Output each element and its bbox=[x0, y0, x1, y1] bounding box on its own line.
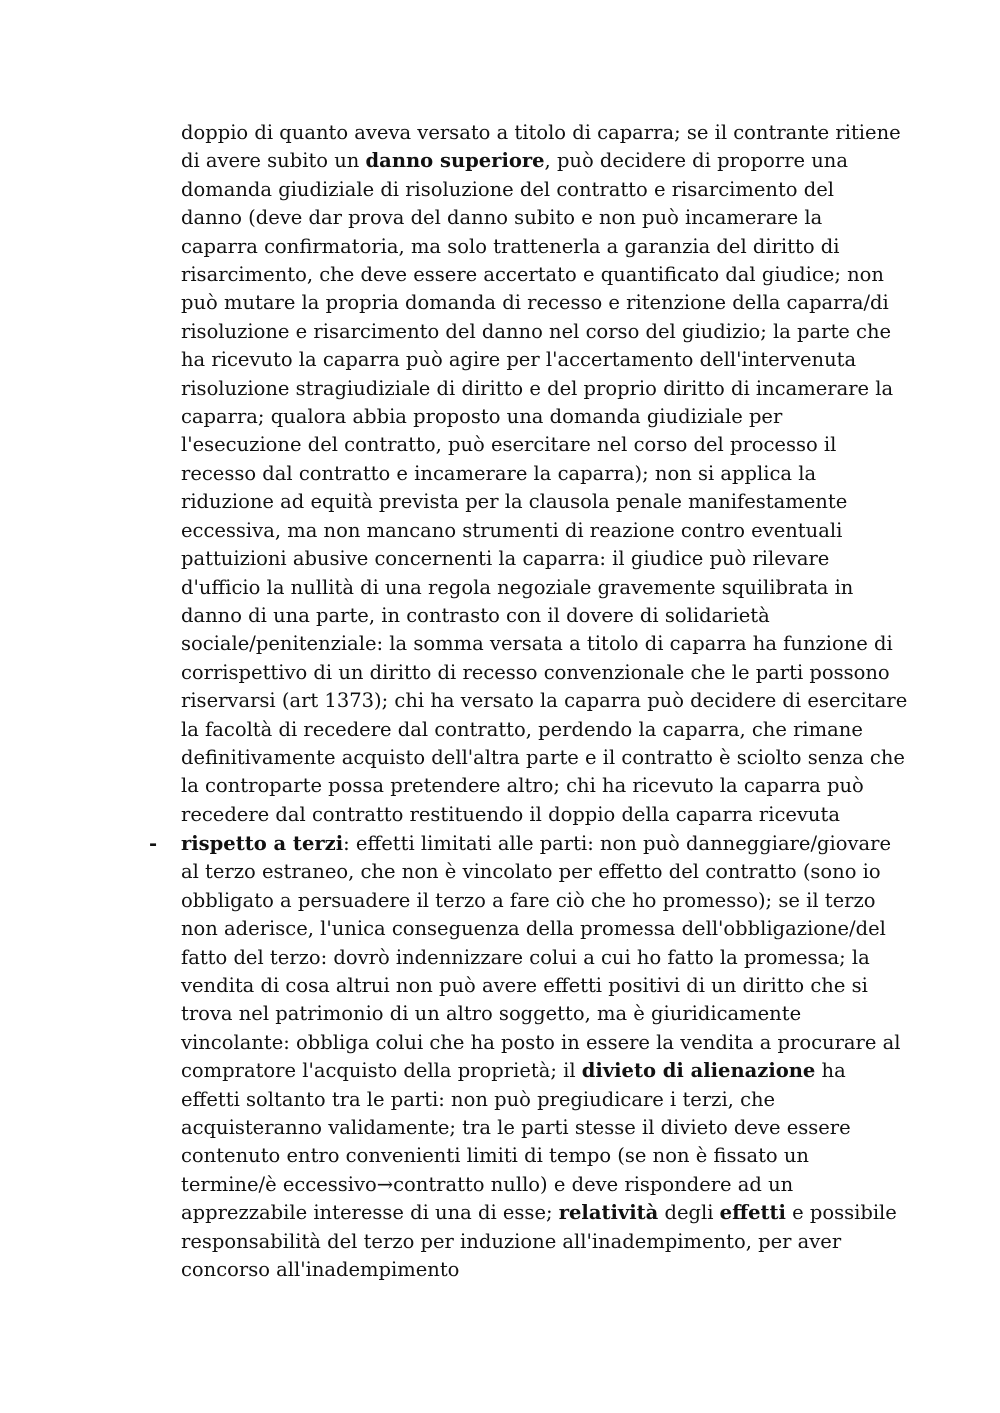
text-line: doppio di quanto aveva versato a titolo di caparra; se il contrante ritiene bbox=[181, 121, 901, 144]
bold-term-divieto-di-alienazione: divieto di alienazione bbox=[581, 1059, 816, 1083]
text-run: : effetti limitati alle parti: non può danneggiare/giovare bbox=[343, 832, 891, 855]
text-line: contenuto entro convenienti limiti di tempo (se non è fissato un bbox=[181, 1144, 809, 1168]
text-line: caparra confirmatoria, ma solo trattenerla a garanzia del diritto di bbox=[181, 234, 840, 258]
text-line: corrispettivo di un diritto di recesso convenzionale che le parti possono bbox=[181, 660, 890, 684]
text-line: risoluzione stragiudiziale di diritto e del proprio diritto di incamerare la bbox=[181, 376, 894, 400]
text-line: obbligato a persuadere il terzo a fare ciò che ho promesso); se il terzo bbox=[181, 888, 876, 912]
bold-term-danno-superiore: danno superiore bbox=[365, 149, 545, 173]
text-line: termine/è eccessivo→contratto nullo) e deve rispondere ad un bbox=[181, 1172, 794, 1196]
text-line: d'ufficio la nullità di una regola negoziale gravemente squilibrata in bbox=[181, 575, 854, 599]
text-run: , può decidere di proporre una bbox=[544, 149, 848, 173]
text-line: danno di una parte, in contrasto con il dovere di solidarietà bbox=[181, 603, 770, 627]
bullet-rispetto-a-terzi bbox=[181, 830, 901, 1285]
paragraph-caparra bbox=[181, 119, 908, 829]
text-line bbox=[181, 1199, 901, 1227]
text-line: riservarsi (art 1373); chi ha versato la caparra può decidere di esercitare bbox=[181, 689, 908, 713]
text-line: concorso all'inadempimento bbox=[181, 1258, 460, 1282]
text-line: risoluzione e risarcimento del danno nel corso del giudizio; la parte che bbox=[181, 319, 892, 343]
text-line: responsabilità del terzo per induzione all'inadempimento, per aver bbox=[181, 1229, 842, 1253]
text-line: definitivamente acquisto dell'altra parte e il contratto è sciolto senza che bbox=[181, 745, 905, 769]
text-run: e possibile bbox=[785, 1201, 897, 1225]
text-line: recesso dal contratto e incamerare la caparra); non si applica la bbox=[181, 461, 817, 485]
text-line: la controparte possa pretendere altro; chi ha ricevuto la caparra può bbox=[181, 774, 864, 798]
text-line: domanda giudiziale di risoluzione del contratto e risarcimento del bbox=[181, 177, 834, 201]
text-run: compratore l'acquisto della proprietà; il bbox=[181, 1059, 582, 1083]
text-line: riduzione ad equità prevista per la clausola penale manifestamente bbox=[181, 490, 848, 514]
text-line: vincolante: obbliga colui che ha posto in essere la vendita a procurare al bbox=[181, 1030, 901, 1054]
text-line: caparra; qualora abbia proposto una domanda giudiziale per bbox=[181, 405, 783, 429]
text-run: ha bbox=[815, 1059, 846, 1083]
text-line: l'esecuzione del contratto, può esercitare nel corso del processo il bbox=[181, 433, 837, 457]
text-line: eccessiva, ma non mancano strumenti di reazione contro eventuali bbox=[181, 518, 843, 542]
text-line: ha ricevuto la caparra può agire per l'accertamento dell'intervenuta bbox=[181, 348, 857, 372]
text-line bbox=[181, 147, 901, 175]
text-line: danno (deve dar prova del danno subito e non può incamerare la bbox=[181, 206, 823, 230]
text-line: al terzo estraneo, che non è vincolato per effetto del contratto (sono io bbox=[181, 860, 881, 884]
text-line: può mutare la propria domanda di recesso e ritenzione della caparra/di bbox=[181, 291, 889, 315]
text-line bbox=[181, 830, 901, 858]
text-line: vendita di cosa altrui non può avere effetti positivi di un diritto che si bbox=[181, 974, 868, 998]
text-line: fatto del terzo: dovrò indennizzare colui a cui ho fatto la promessa; la bbox=[181, 945, 870, 969]
text-line: effetti soltanto tra le parti: non può pregiudicare i terzi, che bbox=[181, 1087, 776, 1111]
text-run: apprezzabile interesse di una di esse; bbox=[181, 1201, 559, 1225]
text-line: acquisteranno validamente; tra le parti stesse il divieto deve essere bbox=[181, 1116, 851, 1140]
text-line: pattuizioni abusive concernenti la caparra: il giudice può rilevare bbox=[181, 547, 830, 571]
text-line: risarcimento, che deve essere accertato e quantificato dal giudice; non bbox=[181, 263, 884, 287]
text-line bbox=[181, 1057, 901, 1085]
bullet-dash: - bbox=[149, 832, 158, 855]
text-line: la facoltà di recedere dal contratto, perdendo la caparra, che rimane bbox=[181, 717, 863, 741]
text-line: non aderisce, l'unica conseguenza della promessa dell'obbligazione/del bbox=[181, 917, 886, 941]
text-run: degli bbox=[658, 1201, 720, 1225]
text-line: trova nel patrimonio di un altro soggetto, ma è giuridicamente bbox=[181, 1002, 802, 1026]
text-run: di avere subito un bbox=[181, 149, 366, 173]
bold-term-effetti: effetti bbox=[719, 1201, 786, 1225]
bold-term-rispetto-a-terzi: rispetto a terzi bbox=[181, 832, 344, 855]
bold-term-relativita: relatività bbox=[558, 1201, 659, 1225]
text-line: sociale/penitenziale: la somma versata a titolo di caparra ha funzione di bbox=[181, 632, 893, 656]
text-line: recedere dal contratto restituendo il doppio della caparra ricevuta bbox=[181, 802, 840, 826]
